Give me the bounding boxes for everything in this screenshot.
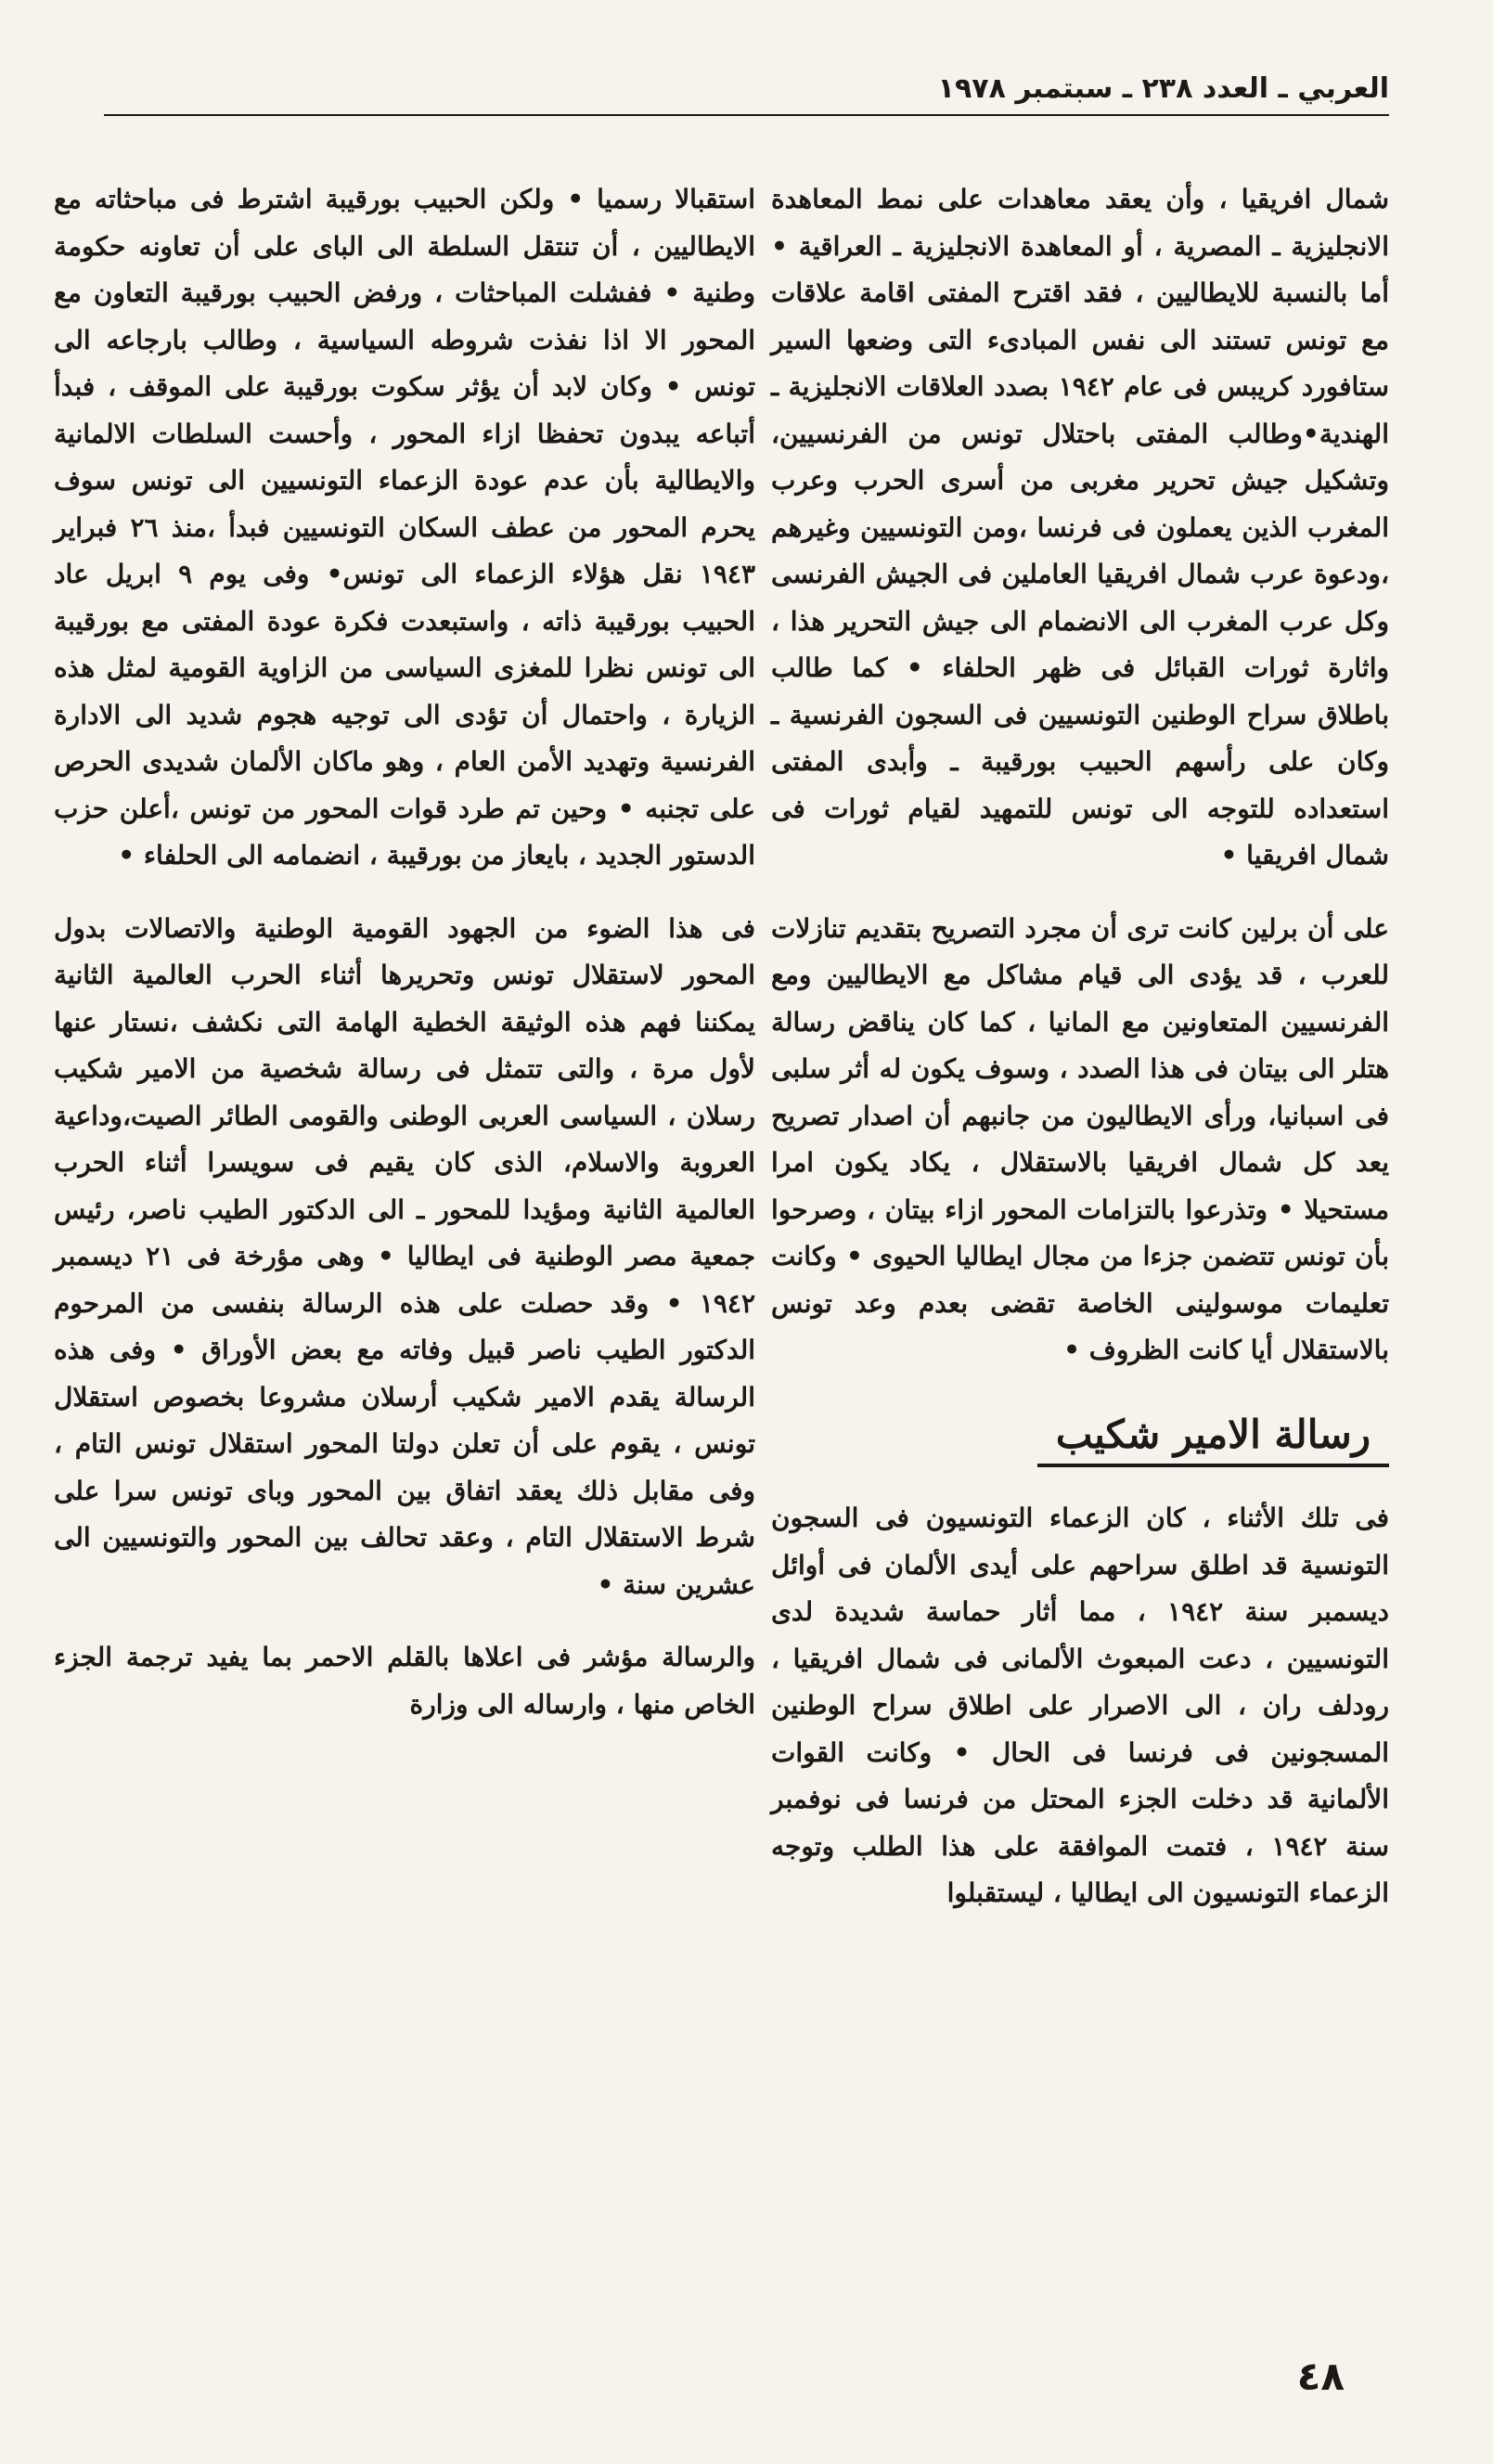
page-number: ٤٨ [1296,2354,1345,2399]
paragraph: شمال افريقيا ، وأن يعقد معاهدات على نمط المعاهدة الانجليزية ـ المصرية ، أو المعاهدة الانجليزية ـ العراقية • أما بالنسبة للايطاليين ، فقد اقترح المفتى اقامة علاقات مع تونس تستند الى نفس المبادىء التى وضعها السير ستافورد كريبس فى عام ١٩٤٢ بصدد العلاقات الانجليزية ـ الهندية•وطالب المفتى باحتلال تونس من الفرنسيين، وتشكيل جيش تحرير مغربى من أسرى الحرب وعرب المغرب الذين يعملون فى فرنسا ،ومن التونسيين وغيرهم ،ودعوة عرب شمال افريقيا العاملين فى الجيش الفرنسى وكل عرب المغرب الى الانضمام الى جيش التحرير هذا ، واثارة ثورات القبائل فى ظهر الحلفاء • كما طالب باطلاق سراح الوطنين التونسيين فى السجون الفرنسية ـ وكان على رأسهم الحبيب بورقيبة ـ وأبدى المفتى استعداده للتوجه الى تونس للتمهيد لقيام ثورات فى شمال افريقيا • [771,184,1389,871]
section-title [771,1412,1389,1468]
paragraph: والرسالة مؤشر فى اعلاها بالقلم الاحمر بما يفيد ترجمة الجزء الخاص منها ، وارساله الى وزارة [54,1642,755,1720]
paragraph: فى تلك الأثناء ، كان الزعماء التونسيون فى السجون التونسية قد اطلق سراحهم على أيدى الألمان فى أوائل ديسمبر سنة ١٩٤٢ ، مما أثار حماسة شديدة لدى التونسيين ، دعت المبعوث الألمانى فى شمال افريقيا ، رودلف ران ، الى الاصرار على اطلاق سراح الوطنين المسجونين فى فرنسا فى الحال • وكانت القوات الألمانية قد دخلت الجزء المحتل من فرنسا فى نوفمبر سنة ١٩٤٢ ، فتمت الموافقة على هذا الطلب وتوجه الزعماء التونسيون الى ايطاليا ، ليستقبلوا [771,1503,1389,1908]
paragraph: على أن برلين كانت ترى أن مجرد التصريح بتقديم تنازلات للعرب ، قد يؤدى الى قيام مشاكل مع الايطاليين ومع الفرنسيين المتعاونين مع المانيا ، كما كان يناقض رسالة هتلر الى بيتان فى هذا الصدد ، وسوف يكون له أثر سلبى فى اسبانيا، ورأى الايطاليون من جانبهم أن اصدار تصريح يعد كل شمال افريقيا بالاستقلال ، يكاد يكون امرا مستحيلا • وتذرعوا بالتزامات المحور ازاء بيتان ، وصرحوا بأن تونس تتضمن جزءا من مجال ايطاليا الحيوى • وكانت تعليمات موسولينى الخاصة تقضى بعدم وعد تونس بالاستقلال أيا كانت الظروف • [771,912,1389,1365]
left-column [54,176,755,1754]
section-title-text: رسالة الامير شكيب [1037,1412,1389,1468]
paragraph: فى هذا الضوء من الجهود القومية الوطنية والاتصالات بدول المحور لاستقلال تونس وتحريرها أثناء الحرب العالمية الثانية يمكننا فهم هذه الوثيقة الخطية الهامة التى نكشف ،نستار عنها لأول مرة ، والتى تتمثل فى رسالة شخصية من الامير شكيب رسلان ، السياسى العربى الوطنى والقومى الطائر الصيت،وداعية العروبة والاسلام، الذى كان يقيم فى سويسرا أثناء الحرب العالمية الثانية ومؤيدا للمحور ـ الى الدكتور الطيب ناصر، رئيس جمعية مصر الوطنية فى ايطاليا • وهى مؤرخة فى ٢١ ديسمبر ١٩٤٢ • وقد حصلت على هذه الرسالة بنفسى من المرحوم الدكتور الطيب ناصر قبيل وفاته مع بعض الأوراق • وفى هذه الرسالة يقدم الامير شكيب أرسلان مشروعا بخصوص استقلال تونس ، يقوم على أن تعلن دولتا المحور استقلال تونس التام ، وفى مقابل ذلك يعقد اتفاق بين المحور وباى تونس سرا على شرط الاستقلال التام ، وعقد تحالف بين المحور والتونسيين الى عشرين سنة • [54,912,755,1600]
paragraph: استقبالا رسميا • ولكن الحبيب بورقيبة اشترط فى مباحثاته مع الايطاليين ، أن تنتقل السلطة الى الباى على أن تعاونه حكومة وطنية • ففشلت المباحثات ، ورفض الحبيب بورقيبة التعاون مع المحور الا اذا نفذت شروطه السياسية ، وطالب بارجاعه الى تونس • وكان لابد أن يؤثر سكوت بورقيبة على الموقف ، فبدأ أتباعه يبدون تحفظا ازاء المحور ، وأحست السلطات الالمانية والايطالية بأن عدم عودة الزعماء التونسيين الى تونس سوف يحرم المحور من عطف السكان التونسيين فبدأ ،منذ ٢٦ فبراير ١٩٤٣ نقل هؤلاء الزعماء الى تونس• وفى يوم ٩ ابريل عاد الحبيب بورقيبة ذاته ، واستبعدت فكرة عودة المفتى مع بورقيبة الى تونس نظرا للمغزى السياسى من الزاوية القومية لمثل هذه الزيارة ، واحتمال أن تؤدى الى توجيه هجوم شديد الى الادارة الفرنسية وتهديد الأمن العام ، وهو ماكان الألمان شديدى الحرص على تجنبه • وحين تم طرد قوات المحور من تونس ،أعلن حزب الدستور الجديد ، بايعاز من بورقيبة ، انضمامه الى الحلفاء • [54,184,755,871]
running-head: العربي ـ العدد ٢٣٨ ـ سبتمبر ١٩٧٨ [104,72,1389,116]
right-column [771,176,1389,1943]
